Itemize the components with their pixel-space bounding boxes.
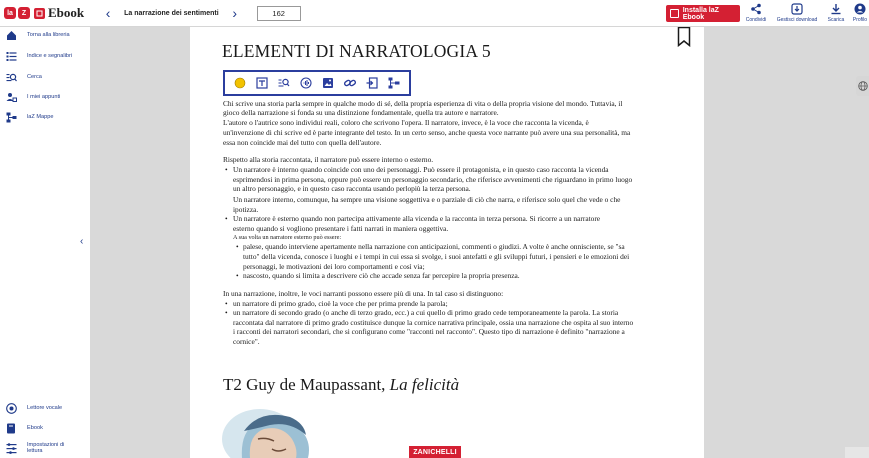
paragraph-line: esterno quando si vogliono presentare i fatti narrati in maniera oggettiva.: [233, 224, 449, 233]
paragraph-line: un'invenzione di chi scrive ed è parte integrante del testo. In un certo senso, anche questa voce narrante può avere una sua personalità, ma: [223, 128, 631, 137]
sidebar-item-label: Cerca: [27, 74, 42, 81]
sidebar-item-voice-reader[interactable]: [6, 403, 62, 414]
page-number-input[interactable]: [257, 6, 301, 21]
paragraph-line: Chi scrive una storia parla sempre in qualche modo di sé, della propria esperienza di vita o della propria visione del mondo. Tuttavia, il: [223, 99, 623, 108]
profile-button[interactable]: [838, 3, 869, 23]
brand-title: Ebook: [48, 5, 85, 20]
bullet: •: [225, 299, 228, 308]
sidebar-item-library[interactable]: [6, 30, 70, 41]
install-button[interactable]: [666, 5, 740, 22]
paragraph-line: nascosto, quando si limita a descrivere ciò che accade senza far percepire la propria presenza.: [243, 271, 520, 280]
export-icon[interactable]: [366, 77, 378, 89]
brand-logo[interactable]: [4, 5, 84, 21]
paragraph-line: Un narratore è interno quando coincide con uno dei personaggi. Può essere il protagonista, e in questo caso racconta la vicenda: [233, 165, 609, 174]
bullet: •: [225, 308, 228, 317]
download-settings-icon: [791, 3, 803, 15]
paragraph-line: In una narrazione, inoltre, le voci narranti possono essere più di una. In tal caso si distinguono:: [223, 289, 504, 298]
logo-la: la: [4, 7, 16, 19]
share-label: Condividi: [745, 17, 767, 23]
paragraph-line: raccontata dal narratore di primo grado costituisce dunque la cornice narrativa principale, ossia una narrazione che ospita al suo interno: [233, 318, 634, 327]
paragraph-line: tutto" della vicenda, conosce i luoghi e i tempi in cui essa si svolge, i suoi antefatti e gli sviluppi futuri, i pensieri e le emozioni dei: [243, 252, 630, 261]
paragraph-line: un altro personaggio, e in questo caso racconta usando perlopiù la terza persona.: [233, 184, 471, 193]
voice-reader-icon: [6, 403, 17, 414]
paragraph-line: un narratore di primo grado, cioè la voce che per prima prende la parola;: [233, 299, 448, 308]
section-title-work: La felicità: [389, 375, 460, 394]
chapter-title: La narrazione dei sentimenti: [124, 9, 219, 17]
notes-user-icon: [6, 92, 17, 103]
profile-icon: [854, 3, 866, 15]
bullet: •: [236, 242, 239, 251]
publisher-logo: ZANICHELLI: [409, 446, 461, 458]
scroll-area: [845, 447, 869, 458]
sidebar-item-reading-settings[interactable]: [6, 442, 77, 455]
sidebar-item-label: I miei appunti: [27, 94, 61, 101]
manage-download-button[interactable]: [775, 3, 819, 23]
author-portrait-image: [220, 399, 336, 458]
next-chapter-icon[interactable]: ›: [232, 5, 237, 21]
image-icon[interactable]: [322, 77, 334, 89]
bullet: •: [225, 214, 228, 223]
sidebar-item-search[interactable]: [6, 72, 42, 83]
paragraph-line: cornice".: [233, 337, 260, 346]
book-page: [190, 27, 704, 458]
prev-chapter-icon[interactable]: ‹: [105, 5, 111, 21]
section-title-author: T2 Guy de Maupassant,: [223, 375, 390, 394]
page-title: ELEMENTI DI NARRATOLOGIA 5: [222, 41, 491, 61]
language-tab[interactable]: [856, 76, 869, 96]
paragraph-line: personaggi, le motivazioni dei loro comportamenti e così via;: [243, 262, 425, 271]
sidebar-item-label: Ebook: [27, 425, 43, 432]
paragraph-line: L'autore o l'autrice sono individui reali, coloro che scrivono l'opera. Il narratore, invece, è la voce che racconta la vicenda, è: [223, 118, 589, 127]
paragraph-line: ipotizza.: [233, 205, 259, 214]
map-icon[interactable]: [388, 77, 400, 89]
collapse-sidebar-icon[interactable]: ‹: [80, 236, 84, 247]
settings-icon: [6, 443, 17, 454]
search-icon: [6, 72, 17, 83]
sidebar-item-index[interactable]: [6, 51, 72, 62]
text-icon[interactable]: [256, 77, 268, 89]
sidebar-item-label: laZ Mappe: [27, 114, 54, 121]
paragraph-line: esprimendosi in prima persona, oppure può essere un personaggio secondario, che riferisce avvenimenti che riguardano in primo luogo: [233, 175, 633, 184]
bullet: •: [236, 271, 239, 280]
sidebar-item-label: Impostazioni di lettura: [27, 442, 65, 455]
paragraph-line: gioco della narrazione si fonda su una distinzione fondamentale, quella tra autore e narratore.: [223, 108, 499, 117]
sidebar-item-notes[interactable]: [6, 92, 60, 103]
audio-icon[interactable]: [300, 77, 312, 89]
paragraph-line: palese, quando interviene apertamente nella narrazione con anticipazioni, commenti o giudizi. A volte è anche onnisciente, se "sa: [243, 242, 625, 251]
globe-icon: [858, 81, 868, 91]
ebook-icon: [6, 423, 17, 434]
page-toolbox: [223, 70, 411, 96]
manage-download-label: Gestisci download: [776, 17, 818, 23]
top-bar: [0, 0, 869, 27]
bookmark-icon[interactable]: [677, 27, 691, 47]
bullet: •: [225, 165, 228, 174]
search-list-icon[interactable]: [278, 77, 290, 89]
paragraph-line: i racconti dei narratori secondari, che si configurano come "racconti nel racconto". Questo tipo di narrazione è definito "narrazione a: [233, 327, 625, 336]
sidebar-item-maps[interactable]: [6, 112, 53, 123]
paragraph-line: Un narratore interno, comunque, ha sempre una visione soggettiva e o parziale di ciò che narra, e riferisce solo quel che vede o che: [233, 195, 621, 204]
list-icon: [6, 51, 17, 62]
paragraph-line: A sua volta un narratore esterno può essere:: [233, 234, 342, 241]
install-label: Installa laZ Ebook: [682, 6, 719, 21]
paragraph-line: un narratore di secondo grado (o anche di terzo grado, ecc.) a cui quello di primo grado cede temporaneamente la parola. La storia: [233, 308, 619, 317]
paragraph-line: Rispetto alla storia raccontata, il narratore può essere interno o esterno.: [223, 155, 434, 164]
home-icon: [6, 30, 17, 41]
paragraph-line: Un narratore è esterno quando non partecipa attivamente alla vicenda e la racconta in terza persona. Si ricorre a un narratore: [233, 214, 601, 223]
sidebar-item-label: Lettore vocale: [27, 405, 63, 412]
profile-label: Profilo: [852, 17, 868, 23]
sidebar: [0, 27, 90, 458]
ebook-icon: [34, 8, 45, 19]
install-icon: [670, 9, 679, 18]
paragraph-line: essa non coincide mai del tutto con quella dell'autore.: [223, 138, 382, 147]
link-icon[interactable]: [344, 77, 356, 89]
logo-z: Z: [18, 7, 30, 19]
emoji-icon[interactable]: [234, 77, 246, 89]
sidebar-item-label: Torna alla libreria: [27, 32, 70, 39]
sidebar-item-ebook[interactable]: [6, 423, 43, 434]
share-icon: [750, 3, 762, 15]
download-label: Scarica: [827, 17, 845, 23]
sidebar-item-label: Indice e segnalibri: [27, 53, 73, 60]
share-button[interactable]: [734, 3, 778, 23]
map-icon: [6, 112, 17, 123]
section-title: [223, 375, 459, 395]
